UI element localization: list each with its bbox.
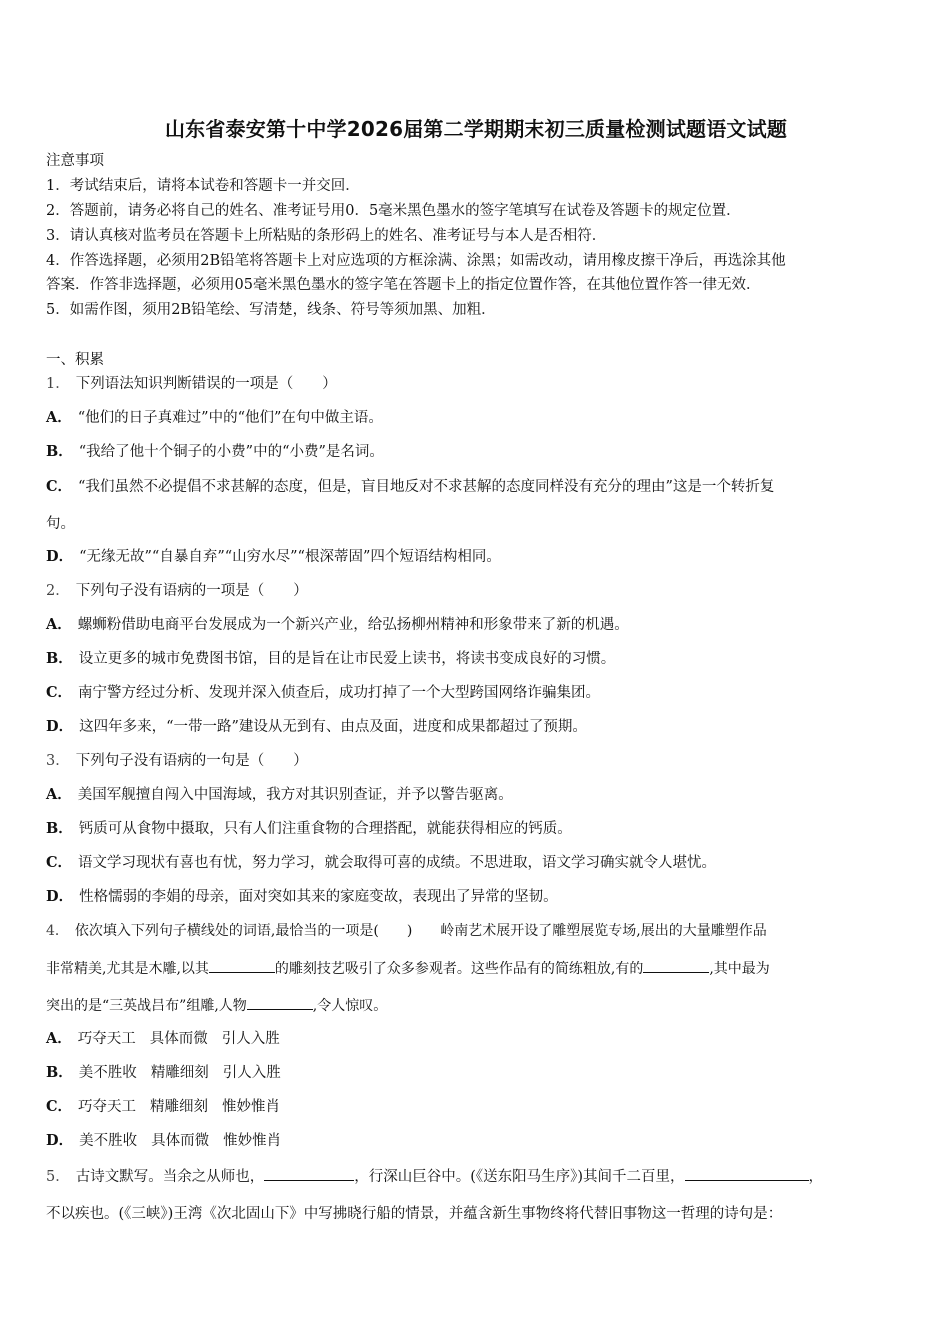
option-word: 巧夺天工 bbox=[77, 1031, 136, 1047]
notice-item: 答案．作答非选择题，必须用05毫米黑色墨水的签字笔在答题卡上的指定位置作答，在其他位置作答一律无效． bbox=[46, 277, 761, 293]
option-text: 这四年多来，“一带一路”建设从无到有、由点及面，进度和成果都超过了预期。 bbox=[79, 719, 587, 735]
option-text: 钙质可从食物中摄取，只有人们注重食物的合理搭配，就能获得相应的钙质。 bbox=[78, 821, 572, 837]
fill-blank[interactable] bbox=[685, 1166, 809, 1181]
option-word: 惟妙惟肖 bbox=[222, 1099, 281, 1115]
notice-item: 3．请认真核对监考员在答题卡上所粘贴的条形码上的姓名、准考证号与本人是否相符． bbox=[46, 228, 607, 244]
stem-text: 突出的是“三英战吕布”组雕,人物 bbox=[46, 998, 247, 1014]
question-number: 5． bbox=[46, 1169, 70, 1185]
option-text: “我们虽然不必提倡不求甚解的态度，但是，盲目地反对不求甚解的态度同样没有充分的理由”这是一个转折复 bbox=[78, 479, 775, 495]
option-c-continued: 句。 bbox=[46, 516, 75, 532]
option-letter: A． bbox=[46, 786, 72, 803]
option-text: 美国军舰擅自闯入中国海域，我方对其识别查证，并予以警告驱离。 bbox=[77, 787, 513, 803]
option-letter: B． bbox=[46, 650, 73, 667]
option-word: 引人入胜 bbox=[221, 1031, 280, 1047]
option-letter: B． bbox=[46, 443, 73, 460]
option-word: 具体而微 bbox=[149, 1031, 208, 1047]
option-word: 美不胜收 bbox=[78, 1065, 137, 1081]
option-d bbox=[46, 886, 558, 908]
stem-text: 古诗文默写。当余之从师也， bbox=[75, 1169, 265, 1185]
option-b bbox=[46, 1062, 281, 1084]
fill-blank[interactable] bbox=[643, 958, 709, 973]
notice-item: 4．作答选择题，必须用2B铅笔将答题卡上对应选项的方框涂满、涂黑；如需改动，请用橡皮擦干净后，再选涂其他 bbox=[46, 253, 786, 269]
option-c bbox=[46, 1096, 280, 1118]
question-4 bbox=[46, 920, 767, 942]
option-text: 性格懦弱的李娟的母亲，面对突如其来的家庭变故，表现出了异常的坚韧。 bbox=[79, 889, 558, 905]
stem-text: ，行深山巨谷中。(《送东阳马生序》)其间千二百里， bbox=[354, 1169, 685, 1185]
stem-text: ， bbox=[808, 1169, 824, 1185]
option-word: 惟妙惟肖 bbox=[223, 1133, 282, 1149]
option-letter: B． bbox=[46, 820, 73, 837]
question-4-line-3 bbox=[46, 995, 387, 1017]
page-title: 山东省泰安第十中学2026届第二学期期末初三质量检测试题语文试题 bbox=[164, 117, 788, 141]
question-4-line-2 bbox=[46, 958, 770, 980]
option-word: 具体而微 bbox=[151, 1133, 210, 1149]
option-letter: C． bbox=[46, 684, 73, 701]
option-text: 设立更多的城市免费图书馆，目的是旨在让市民爱上读书，将读书变成良好的习惯。 bbox=[78, 651, 616, 667]
question-number: 1． bbox=[46, 376, 70, 392]
notice-item: 5．如需作图，须用2B铅笔绘、写清楚，线条、符号等须加黑、加粗． bbox=[46, 302, 496, 318]
question-3 bbox=[46, 750, 308, 772]
option-letter: C． bbox=[46, 478, 73, 495]
question-1 bbox=[46, 373, 337, 395]
option-d bbox=[46, 716, 587, 738]
option-letter: D． bbox=[46, 1132, 74, 1149]
notice-item: 2．答题前，请务必将自己的姓名、准考证号用0．5毫米黑色墨水的签字笔填写在试卷及答题卡的规定位置． bbox=[46, 203, 741, 219]
option-letter: B． bbox=[46, 1064, 73, 1081]
option-text: “无缘无故”“自暴自弃”“山穷水尽”“根深蒂固”四个短语结构相同。 bbox=[79, 549, 501, 565]
question-stem: 下列语法知识判断错误的一项是（ ） bbox=[75, 376, 337, 392]
option-c bbox=[46, 682, 600, 704]
option-word: 精雕细刻 bbox=[150, 1065, 209, 1081]
option-word: 美不胜收 bbox=[79, 1133, 138, 1149]
option-letter: C． bbox=[46, 1098, 73, 1115]
option-letter: D． bbox=[46, 548, 74, 565]
option-a bbox=[46, 1028, 280, 1050]
option-letter: D． bbox=[46, 718, 74, 735]
question-number: 4． bbox=[46, 923, 69, 939]
stem-text: ,令人惊叹。 bbox=[312, 998, 388, 1014]
option-a bbox=[46, 614, 629, 636]
question-5 bbox=[46, 1166, 823, 1188]
option-letter: A． bbox=[46, 409, 72, 426]
question-stem: 依次填入下列句子横线处的词语,最恰当的一项是( ) 岭南艺术展开设了雕塑展览专场,展出的大量雕塑作品 bbox=[74, 923, 767, 939]
stem-text: 的雕刻技艺吸引了众多参观者。这些作品有的简练粗放,有的 bbox=[274, 961, 644, 977]
option-b bbox=[46, 648, 615, 670]
option-letter: C． bbox=[46, 854, 73, 871]
option-letter: A． bbox=[46, 1030, 72, 1047]
option-c bbox=[46, 476, 774, 498]
option-d bbox=[46, 546, 501, 568]
option-text: “他们的日子真难过”中的“他们”在句中做主语。 bbox=[77, 410, 383, 426]
option-letter: D． bbox=[46, 888, 74, 905]
section-heading: 一、积累 bbox=[46, 352, 104, 368]
question-number: 3． bbox=[46, 753, 70, 769]
question-number: 2． bbox=[46, 583, 70, 599]
option-word: 精雕细刻 bbox=[150, 1099, 209, 1115]
question-5-line-2: 不以疾也。(《三峡》)王湾《次北固山下》中写拂晓行船的情景，并蕴含新生事物终将代替旧事物这一哲理的诗句是： bbox=[46, 1206, 783, 1222]
fill-blank[interactable] bbox=[209, 958, 275, 973]
option-word: 巧夺天工 bbox=[78, 1099, 137, 1115]
stem-text: 非常精美,尤其是木雕,以其 bbox=[46, 961, 209, 977]
option-a bbox=[46, 407, 383, 429]
option-a bbox=[46, 784, 513, 806]
fill-blank[interactable] bbox=[264, 1166, 354, 1181]
option-b bbox=[46, 441, 384, 463]
option-b bbox=[46, 818, 572, 840]
fill-blank[interactable] bbox=[247, 995, 313, 1010]
question-2 bbox=[46, 580, 308, 602]
option-c bbox=[46, 852, 716, 874]
option-text: “我给了他十个铜子的小费”中的“小费”是名词。 bbox=[78, 444, 384, 460]
option-d bbox=[46, 1130, 281, 1152]
notice-item: 1．考试结束后，请将本试卷和答题卡一并交回． bbox=[46, 178, 360, 194]
question-stem: 下列句子没有语病的一项是（ ） bbox=[75, 583, 308, 599]
option-letter: A． bbox=[46, 616, 72, 633]
option-text: 螺蛳粉借助电商平台发展成为一个新兴产业，给弘扬柳州精神和形象带来了新的机遇。 bbox=[77, 617, 629, 633]
option-text: 语文学习现状有喜也有忧，努力学习，就会取得可喜的成绩。不思进取，语文学习确实就令人堪忧。 bbox=[78, 855, 717, 871]
stem-text: ,其中最为 bbox=[709, 961, 770, 977]
question-stem: 下列句子没有语病的一句是（ ） bbox=[75, 753, 308, 769]
option-word: 引人入胜 bbox=[222, 1065, 281, 1081]
option-text: 南宁警方经过分析、发现并深入侦查后，成功打掉了一个大型跨国网络诈骗集团。 bbox=[78, 685, 601, 701]
notice-heading: 注意事项 bbox=[46, 153, 104, 169]
